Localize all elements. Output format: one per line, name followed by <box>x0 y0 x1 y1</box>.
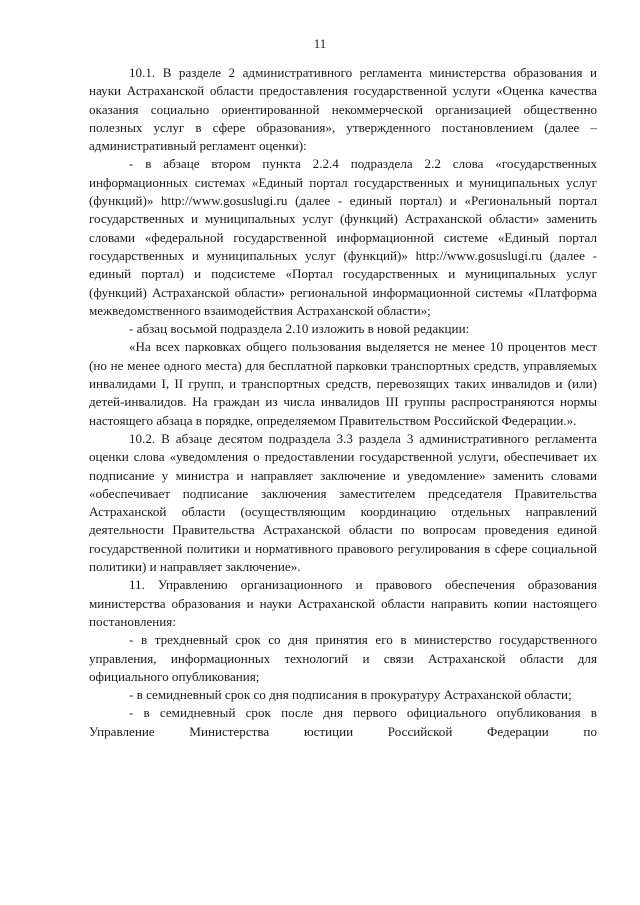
paragraph-parking-quote: «На всех парковках общего пользования выделяется не менее 10 процентов мест (но не менее одного места) для бесплатной парковки транспортных средств, управляемых инвалидами I, II групп, и транспортных средств, перевозящих таких инвалидов и (или) детей-инвалидов. На граждан из числа инвалидов III группы распространяются нормы настоящего абзаца в порядке, определяемом Правительством Российской Федерации.». <box>89 339 597 428</box>
paragraph-2-10-intro: - абзац восьмой подраздела 2.10 изложить в новой редакции: <box>129 321 470 337</box>
paragraph-10-2: 10.2. В абзаце десятом подраздела 3.3 раздела 3 административного регламента оценки слова «уведомления о предоставлении государственной услуги, обеспечивает их подписание у министра и направляет заключение и уведомление» заменить словами «обеспечивает подписание заключения заместителем председателя Правительства Астраханской области (осуществляющим координацию отдельных направлений деятельности Правительства Астраханской области по вопросам проведения единой государственной политики и нормативного правового регулирования в сфере социальной политики) и направляет заключение». <box>89 430 597 575</box>
paragraph-10-1: 10.1. В разделе 2 административного регламента министерства образования и науки Астраханской области предоставления государственной услуги «Оценка качества оказания социально ориентированной некоммерческой организацией общественно полезных услуг в сфере образования», утвержденного постановлением (далее – административный регламент оценки): <box>89 65 597 154</box>
paragraph-three-day-term: - в трехдневный срок со дня принятия его в министерство государственного управления, информационных технологий и связи Астраханской области для официального опубликования; <box>89 632 597 684</box>
paragraph-seven-day-prosecutor: - в семидневный срок со дня подписания в прокуратуру Астраханской области; <box>129 687 572 703</box>
paragraph-11: 11. Управлению организационного и правового обеспечения образования министерства образования и науки Астраханской области направить копии настоящего постановления: <box>89 577 597 629</box>
paragraph-seven-day-ministry: - в семидневный срок после дня первого официального опубликования в Управление Министерства юстиции Российской Федерации по <box>89 705 597 739</box>
document-body <box>89 64 597 741</box>
page-number: 11 <box>313 36 327 51</box>
paragraph-2-2-4-amendment: - в абзаце втором пункта 2.2.4 подраздела 2.2 слова «государственных информационных системах «Единый портал государственных и муниципальных услуг (функций)» http://www.gosuslugi.ru (далее - единый портал) и «Региональный портал государственных и муниципальных услуг (функций) Астраханской области» заменить словами «федеральной государственной информационной системе «Единый портал государственных и муниципальных услуг (функций)» http://www.gosuslugi.ru (далее - единый портал) и подсистеме «Портал государственных и муниципальных услуг (функций) Астраханской области» региональной информационной системы «Платформа межведомственного взаимодействия Астраханской области»; <box>89 156 597 318</box>
